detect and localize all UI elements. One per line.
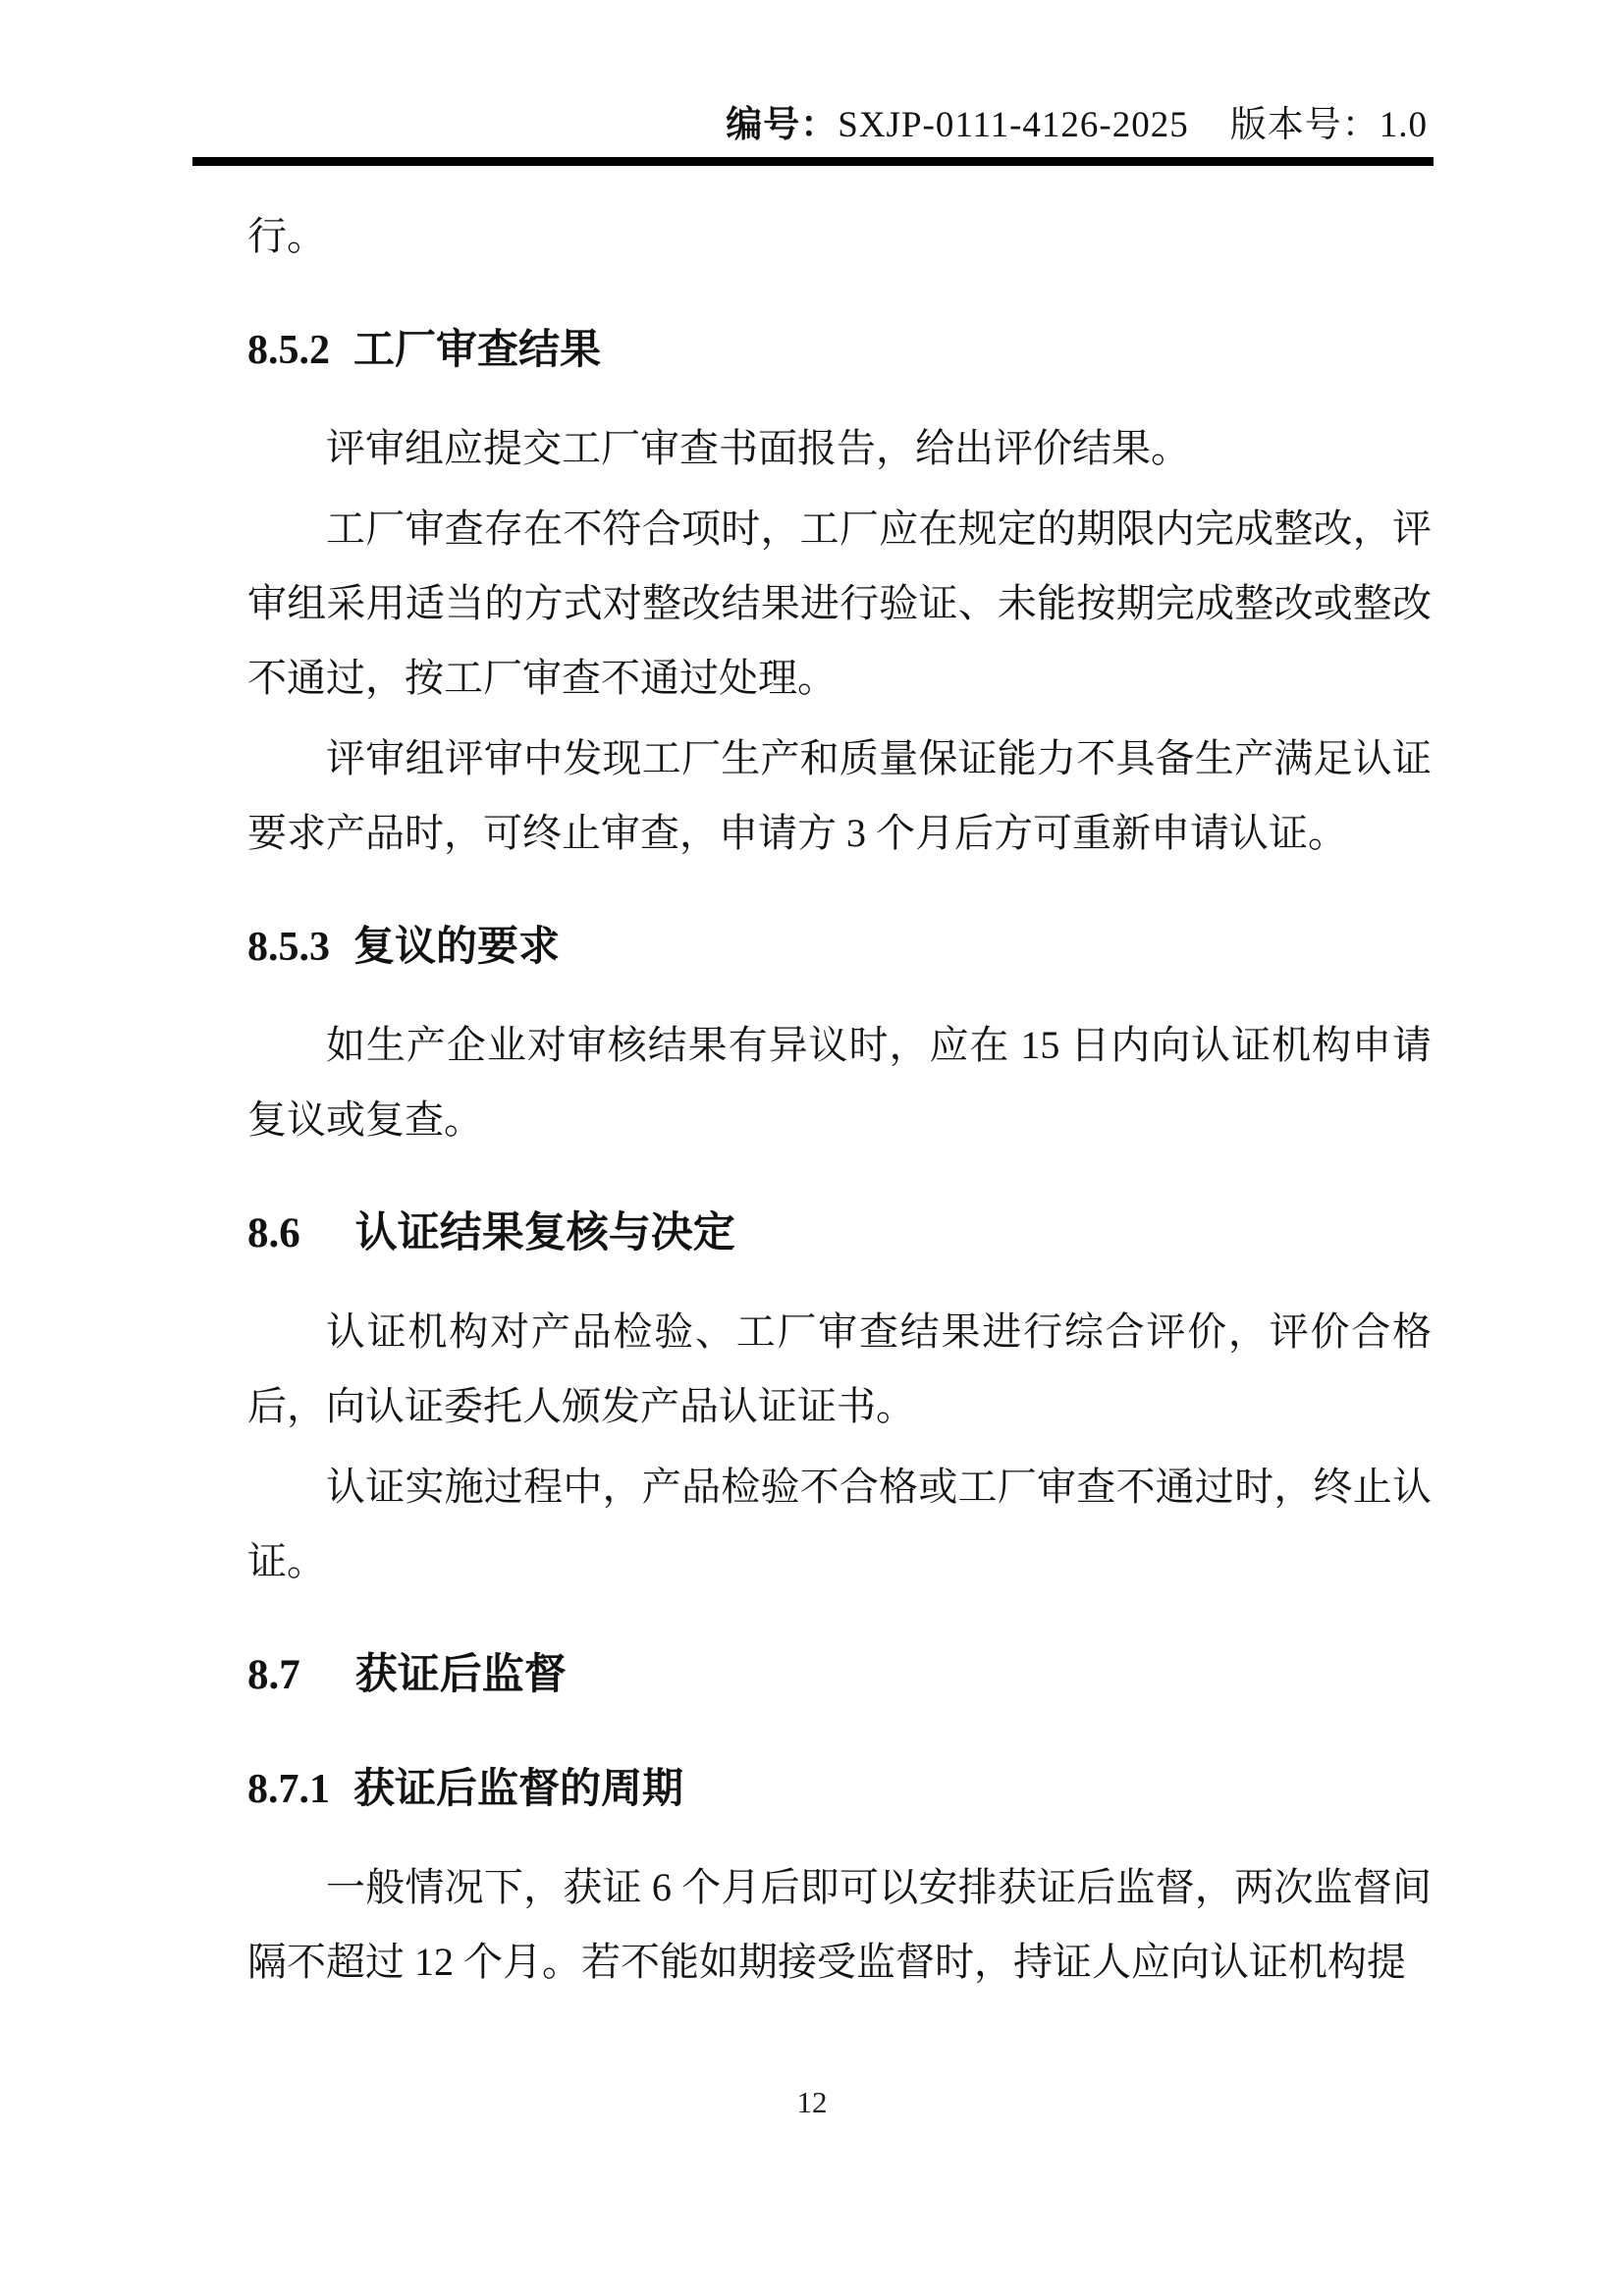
heading-number: 8.7.1 (247, 1767, 330, 1812)
heading-title: 获证后监督的周期 (353, 1767, 684, 1812)
heading-number: 8.7 (247, 1652, 300, 1698)
section-8-5-3 (247, 910, 1432, 1157)
heading-number: 8.6 (247, 1210, 300, 1256)
section-8-6 (247, 1197, 1432, 1599)
paragraph: 评审组应提交工厂审查书面报告，给出评价结果。 (326, 426, 1190, 470)
heading-title: 工厂审查结果 (353, 328, 602, 373)
section-heading-8-7-1 (247, 1752, 1432, 1827)
section-heading-8-5-3 (247, 910, 1432, 985)
heading-title: 认证结果复核与决定 (354, 1210, 735, 1256)
header-rule (192, 157, 1434, 166)
section-heading-8-5-2 (247, 313, 1432, 388)
paragraph: 如生产企业对审核结果有异议时，应在 15 日内向认证机构申请复议或复查。 (247, 1023, 1432, 1142)
page-footer (0, 2085, 1624, 2120)
heading-title: 复议的要求 (353, 925, 561, 970)
section-heading-8-6 (247, 1197, 1432, 1271)
section-8-7 (247, 1638, 1432, 1713)
document-header (0, 106, 1624, 145)
section-8-5-2 (247, 313, 1432, 871)
paragraph: 评审组评审中发现工厂生产和质量保证能力不具备生产满足认证要求产品时，可终止审查，申请方 3 个月后方可重新申请认证。 (247, 736, 1432, 855)
heading-title: 获证后监督 (354, 1652, 567, 1698)
doc-number-value: SXJP-0111-4126-2025 (838, 105, 1189, 145)
doc-number-label: 编号： (726, 105, 839, 145)
document-body (0, 199, 1624, 2000)
heading-number: 8.5.2 (247, 328, 330, 373)
paragraph: 工厂审查存在不符合项时，工厂应在规定的期限内完成整改，评审组采用适当的方式对整改结果进行验证、未能按期完成整改或整改不通过，按工厂审查不通过处理。 (247, 507, 1432, 700)
heading-number: 8.5.3 (247, 925, 330, 970)
doc-version: 版本号：1.0 (1229, 105, 1428, 145)
paragraph-continuation: 行。 (247, 214, 326, 258)
section-heading-8-7 (247, 1638, 1432, 1713)
section-8-7-1 (247, 1752, 1432, 2000)
paragraph: 认证实施过程中，产品检验不合格或工厂审查不通过时，终止认证。 (247, 1465, 1432, 1583)
paragraph: 一般情况下，获证 6 个月后即可以安排获证后监督，两次监督间隔不超过 12 个月。若不能如期接受监督时，持证人应向认证机构提 (247, 1865, 1432, 1984)
paragraph: 认证机构对产品检验、工厂审查结果进行综合评价，评价合格后，向认证委托人颁发产品认证证书。 (247, 1309, 1432, 1428)
page-number: 12 (796, 2085, 828, 2119)
